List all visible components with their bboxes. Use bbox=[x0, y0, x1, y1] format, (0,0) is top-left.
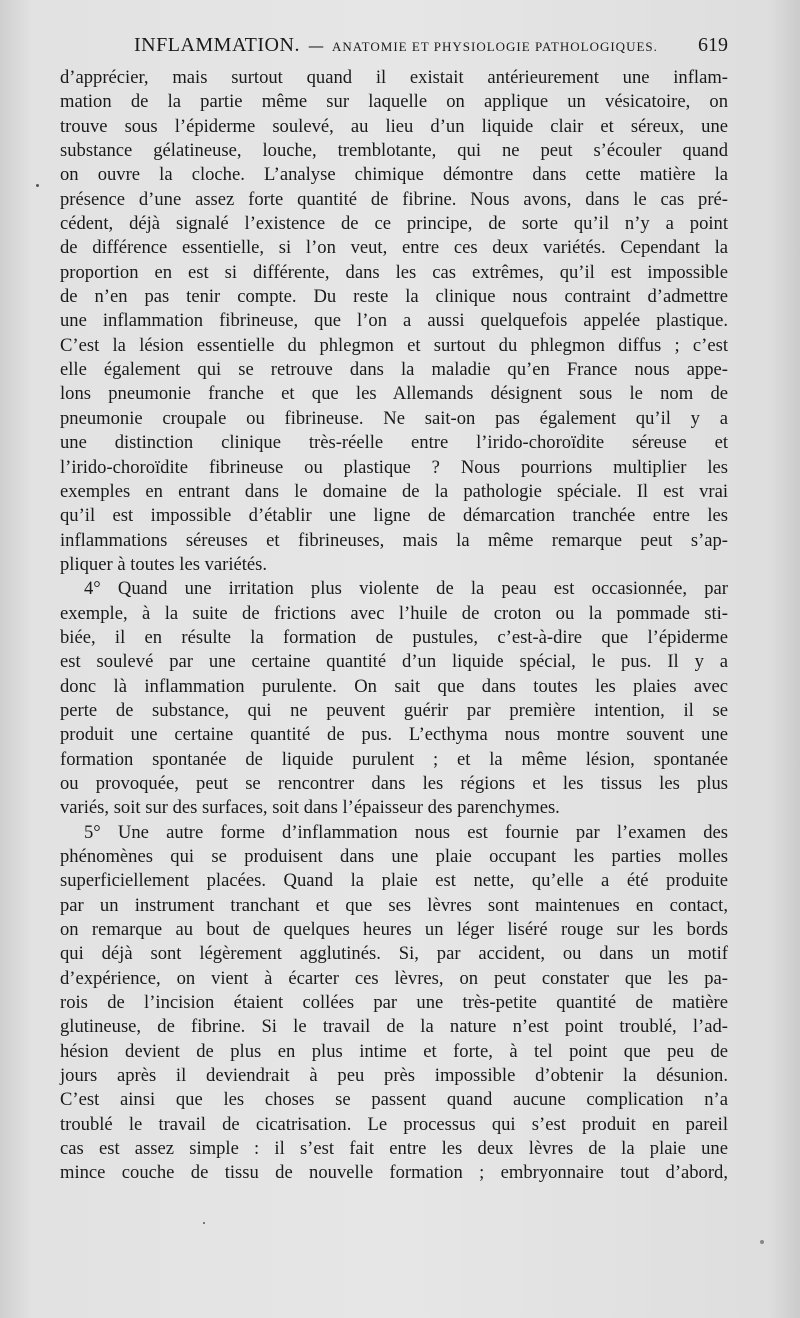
text-line: présence d’une assez forte quantité de fibrine. Nous avons, dans le cas pré- bbox=[60, 188, 728, 210]
paper-speck bbox=[36, 184, 39, 187]
text-line: d’expérience, on vient à écarter ces lèvres, on peut constater que les pa- bbox=[60, 967, 728, 989]
text-line: formation spontanée de liquide purulent ; et la même lésion, spontanée bbox=[60, 748, 728, 770]
text-line: par un instrument tranchant et que ses lèvres sont maintenues en contact, bbox=[60, 894, 728, 916]
paper-speck bbox=[760, 1240, 764, 1244]
text-line: d’apprécier, mais surtout quand il existait antérieurement une inflam- bbox=[60, 67, 728, 88]
text-line: lons pneumonie franche et que les Allemands désignent sous le nom de bbox=[60, 383, 728, 405]
text-line: ou provoquée, peut se rencontrer dans les régions et les tissus les plus bbox=[60, 772, 728, 794]
text-line: qui déjà sont légèrement agglutinés. Si, par accident, ou dans un motif bbox=[60, 943, 728, 965]
text-line: on ouvre la cloche. L’analyse chimique démontre dans cette matière la bbox=[60, 164, 728, 186]
text-line: mince couche de tissu de nouvelle formation ; embryonnaire tout d’abord, bbox=[60, 1162, 728, 1184]
text-line: exemples en entrant dans le domaine de la pathologie spéciale. Il est vrai bbox=[60, 480, 728, 502]
text-line: rois de l’incision étaient collées par une très-petite quantité de matière bbox=[60, 992, 728, 1014]
title-separator: — bbox=[307, 36, 324, 55]
text-line: C’est ainsi que les choses se passent quand aucune complication n’a bbox=[60, 1089, 728, 1111]
text-line: 4° Quand une irritation plus violente de la peau est occasionnée, par bbox=[84, 578, 728, 600]
text-line: 5° Une autre forme d’inflammation nous est fournie par l’examen des bbox=[84, 821, 728, 843]
body-text bbox=[60, 66, 728, 1186]
text-line: jours après il deviendrait à peu près impossible d’obtenir la désunion. bbox=[60, 1065, 728, 1087]
text-line: glutineuse, de fibrine. Si le travail de la nature n’est point troublé, l’ad- bbox=[60, 1016, 728, 1038]
text-line: l’irido-choroïdite fibrineuse ou plastique ? Nous pourrions multiplier les bbox=[60, 456, 728, 478]
text-line: elle également qui se retrouve dans la maladie qu’en France nous appe- bbox=[60, 359, 728, 381]
text-line: superficiellement placées. Quand la plaie est nette, qu’elle a été produite bbox=[60, 870, 728, 892]
text-line: biée, il en résulte la formation de pustules, c’est-à-dire que l’épiderme bbox=[60, 626, 728, 648]
section-title: INFLAMMATION. bbox=[134, 34, 300, 56]
text-line: phénomènes qui se produisent dans une plaie occupant les parties molles bbox=[60, 846, 728, 867]
text-line: mation de la partie même sur laquelle on applique un vésicatoire, on bbox=[60, 91, 728, 113]
text-line: substance gélatineuse, louche, tremblotante, qui ne peut s’écouler quand bbox=[60, 140, 728, 162]
text-line: trouve sous l’épiderme soulevé, au lieu d’un liquide clair et séreux, une bbox=[60, 115, 728, 137]
text-line: de différence essentielle, si l’on veut, entre ces deux variétés. Cependant la bbox=[60, 237, 728, 259]
text-line: est soulevé par une certaine quantité d’un liquide spécial, le pus. Il y a bbox=[60, 651, 728, 673]
text-line: variés, soit sur des surfaces, soit dans l’épaisseur des parenchymes. bbox=[60, 797, 560, 819]
text-line: une inflammation fibrineuse, que l’on a aussi quelquefois appelée plastique. bbox=[60, 310, 728, 332]
paper-speck bbox=[203, 1222, 205, 1224]
text-line: qu’il est impossible d’établir une ligne de démarcation tranchée entre les bbox=[60, 505, 728, 527]
running-head bbox=[60, 34, 728, 64]
section-subtitle: ANATOMIE ET PHYSIOLOGIE PATHOLOGIQUES. bbox=[331, 39, 658, 54]
text-line: cas est assez simple : il s’est fait entre les deux lèvres de la plaie une bbox=[60, 1138, 728, 1160]
running-head-title bbox=[60, 34, 658, 57]
text-line: troublé le travail de cicatrisation. Le processus qui s’est produit en pareil bbox=[60, 1113, 728, 1135]
text-line: une distinction clinique très-réelle entre l’irido-choroïdite séreuse et bbox=[60, 432, 728, 454]
text-line: inflammations séreuses et fibrineuses, mais la même remarque peut s’ap- bbox=[60, 529, 728, 551]
text-line: exemple, à la suite de frictions avec l’huile de croton ou la pommade sti- bbox=[60, 602, 728, 624]
text-line: pliquer à toutes les variétés. bbox=[60, 553, 268, 575]
text-line: donc là inflammation purulente. On sait que dans toutes les plaies avec bbox=[60, 675, 728, 697]
text-line: de n’en pas tenir compte. Du reste la clinique nous contraint d’admettre bbox=[60, 286, 728, 308]
page-number: 619 bbox=[698, 34, 728, 56]
text-line: produit une certaine quantité de pus. L’ecthyma nous montre souvent une bbox=[60, 724, 728, 746]
text-line: proportion en est si différente, dans les cas extrêmes, qu’il est impossible bbox=[60, 261, 728, 283]
text-line: C’est la lésion essentielle du phlegmon et surtout du phlegmon diffus ; c’est bbox=[60, 334, 728, 356]
text-line: pneumonie croupale ou fibrineuse. Ne sait-on pas également qu’il y a bbox=[60, 407, 728, 429]
text-line: on remarque au bout de quelques heures un léger liséré rouge sur les bords bbox=[60, 919, 728, 941]
text-line: cédent, déjà signalé l’existence de ce principe, de sorte qu’il n’y a point bbox=[60, 213, 728, 235]
text-line: hésion devient de plus en plus intime et forte, à tel point que peu de bbox=[60, 1040, 728, 1062]
text-line: perte de substance, qui ne peuvent guérir par première intention, il se bbox=[60, 699, 728, 721]
